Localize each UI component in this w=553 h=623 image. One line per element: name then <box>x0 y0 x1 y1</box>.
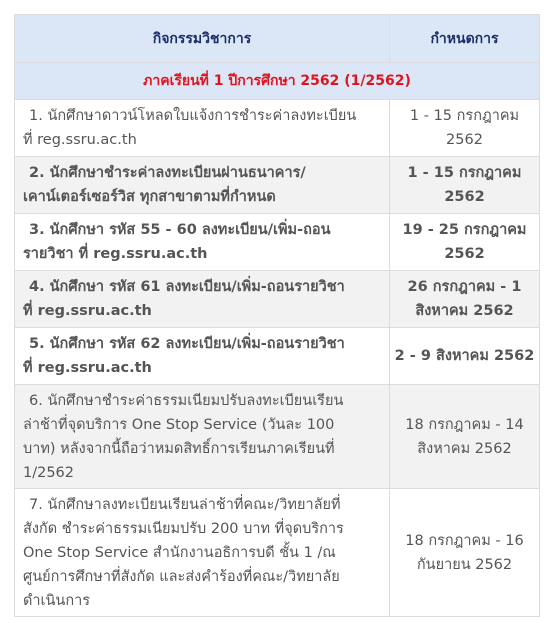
table-row <box>15 157 540 214</box>
table-row <box>15 328 540 385</box>
activity-line: One Stop Service สำนักงานอธิการบดี ชั้น 1 /ณ <box>23 544 336 561</box>
schedule-cell <box>390 100 540 157</box>
schedule-line: 1 - 15 กรกฎาคม <box>409 108 520 124</box>
activity-line: 4. นักศึกษา รหัส 61 ลงทะเบียน/เพิ่ม-ถอนรายวิชา <box>29 279 345 295</box>
activity-cell <box>15 157 390 214</box>
activity-cell <box>15 385 390 489</box>
activity-line: สังกัด ชำระค่าธรรมเนียมปรับ 200 บาท ที่จุดบริการ <box>23 520 344 537</box>
schedule-line: 26 กรกฎาคม - 1 <box>407 279 522 295</box>
table-row <box>15 100 540 157</box>
schedule-line: 1 - 15 กรกฎาคม <box>407 165 522 181</box>
semester-title: ภาคเรียนที่ 1 ปีการศึกษา 2562 (1/2562) <box>15 63 540 100</box>
schedule-line: 18 กรกฎาคม - 14 <box>405 416 524 433</box>
table-row <box>15 271 540 328</box>
table-header-row <box>15 15 540 63</box>
academic-calendar-table <box>14 14 540 617</box>
schedule-line: สิงหาคม 2562 <box>415 303 514 319</box>
activity-cell <box>15 214 390 271</box>
schedule-line: กันยายน 2562 <box>416 556 513 573</box>
schedule-cell <box>390 271 540 328</box>
activity-line: รายวิชา ที่ reg.ssru.ac.th <box>23 246 208 262</box>
activity-cell <box>15 100 390 157</box>
activity-line: ล่าช้าที่จุดบริการ One Stop Service (วันละ 100 <box>23 416 335 433</box>
activity-line: 5. นักศึกษา รหัส 62 ลงทะเบียน/เพิ่ม-ถอนรายวิชา <box>29 336 345 352</box>
schedule-cell <box>390 328 540 385</box>
schedule-cell <box>390 157 540 214</box>
activity-line: 7. นักศึกษาลงทะเบียนเรียนล่าช้าที่คณะ/วิทยาลัยที่ <box>29 496 341 513</box>
activity-line: 1/2562 <box>23 464 75 481</box>
schedule-line: สิงหาคม 2562 <box>417 440 512 457</box>
schedule-line: 18 กรกฎาคม - 16 <box>405 532 524 549</box>
activity-line: เคาน์เตอร์เซอร์วิส ทุกสาขาตามที่กำหนด <box>23 189 276 205</box>
activity-line: 1. นักศึกษาดาวน์โหลดใบแจ้งการชำระค่าลงทะเบียน <box>29 108 357 124</box>
activity-cell <box>15 489 390 617</box>
activity-cell <box>15 271 390 328</box>
activity-line: ดำเนินการ <box>23 592 91 609</box>
activity-line: ที่ reg.ssru.ac.th <box>23 360 152 376</box>
activity-line: 3. นักศึกษา รหัส 55 - 60 ลงทะเบียน/เพิ่ม-ถอน <box>29 222 331 238</box>
table-row <box>15 489 540 617</box>
schedule-cell <box>390 214 540 271</box>
activity-line: บาท) หลังจากนี้ถือว่าหมดสิทธิ์การเรียนภาคเรียนที่ <box>23 440 335 457</box>
activity-line: 6. นักศึกษาชำระค่าธรรมเนียมปรับลงทะเบียนเรียน <box>29 392 344 409</box>
schedule-cell <box>390 489 540 617</box>
semester-row <box>15 63 540 100</box>
table-row <box>15 385 540 489</box>
activity-line: 2. นักศึกษาชำระค่าลงทะเบียนผ่านธนาคาร/ <box>29 165 306 181</box>
header-schedule: กำหนดการ <box>390 15 540 63</box>
activity-line: ที่ reg.ssru.ac.th <box>23 132 137 148</box>
schedule-line: 2 - 9 สิงหาคม 2562 <box>394 348 535 364</box>
schedule-line: 19 - 25 กรกฎาคม <box>402 222 527 238</box>
table-row <box>15 214 540 271</box>
schedule-line: 2562 <box>444 246 485 262</box>
activity-line: ศูนย์การศึกษาที่สังกัด และส่งคำร้องที่คณะ/วิทยาลัย <box>23 568 340 585</box>
schedule-table-wrapper <box>14 14 539 617</box>
header-activity: กิจกรรมวิชาการ <box>15 15 390 63</box>
schedule-line: 2562 <box>446 132 483 148</box>
schedule-line: 2562 <box>444 189 485 205</box>
activity-line: ที่ reg.ssru.ac.th <box>23 303 152 319</box>
schedule-cell <box>390 385 540 489</box>
activity-cell <box>15 328 390 385</box>
